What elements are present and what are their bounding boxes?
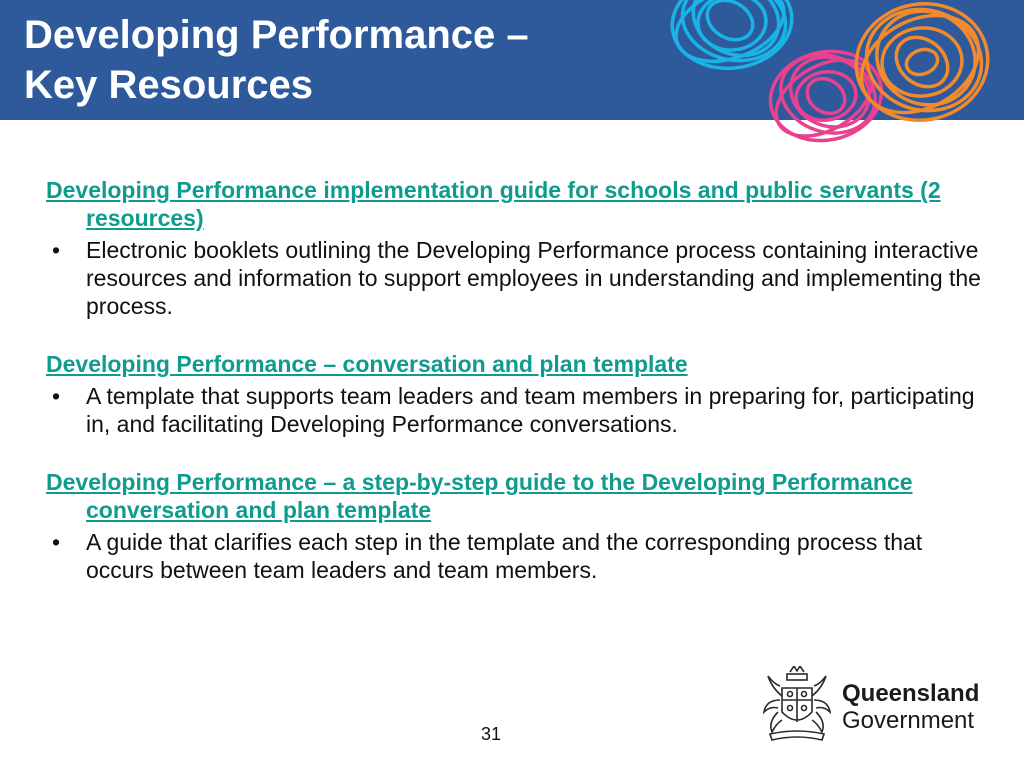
resource-item	[46, 176, 986, 320]
resource-description: A template that supports team leaders and team members in preparing for, participating in, and facilitating Developing Performance conversations.	[86, 383, 975, 437]
bullet-icon: •	[51, 237, 61, 263]
bullet-point	[46, 236, 986, 320]
slide-title	[24, 10, 529, 110]
resource-item	[46, 468, 986, 584]
logo-wordmark	[842, 680, 979, 734]
logo-line-1: Queensland	[842, 680, 980, 707]
bullet-icon: •	[51, 383, 61, 409]
step-by-step-guide-link[interactable]: Developing Performance – a step-by-step guide to the Developing Performance conversation and plan template	[46, 469, 913, 523]
queensland-government-logo	[760, 666, 980, 746]
logo-line-2: Government	[842, 707, 975, 734]
slide-title-line-1: Developing Performance –	[24, 13, 529, 57]
implementation-guide-link[interactable]: Developing Performance implementation guide for schools and public servants (2 resources)	[46, 177, 941, 231]
resource-description: A guide that clarifies each step in the template and the corresponding process that occurs between team leaders and team members.	[86, 529, 923, 583]
bullet-point	[46, 528, 986, 584]
decorative-swirls-icon	[660, 0, 1024, 160]
slide-title-line-2: Key Resources	[24, 63, 314, 107]
conversation-template-link[interactable]: Developing Performance – conversation and plan template	[46, 351, 688, 377]
resource-list	[46, 176, 986, 614]
bullet-icon: •	[51, 529, 61, 555]
page-number: 31	[480, 724, 502, 744]
resource-item	[46, 350, 986, 438]
coat-of-arms-icon	[760, 666, 834, 746]
bullet-point	[46, 382, 986, 438]
resource-description: Electronic booklets outlining the Developing Performance process containing interactive resources and information to support employees in understanding and implementing the process.	[86, 237, 981, 319]
